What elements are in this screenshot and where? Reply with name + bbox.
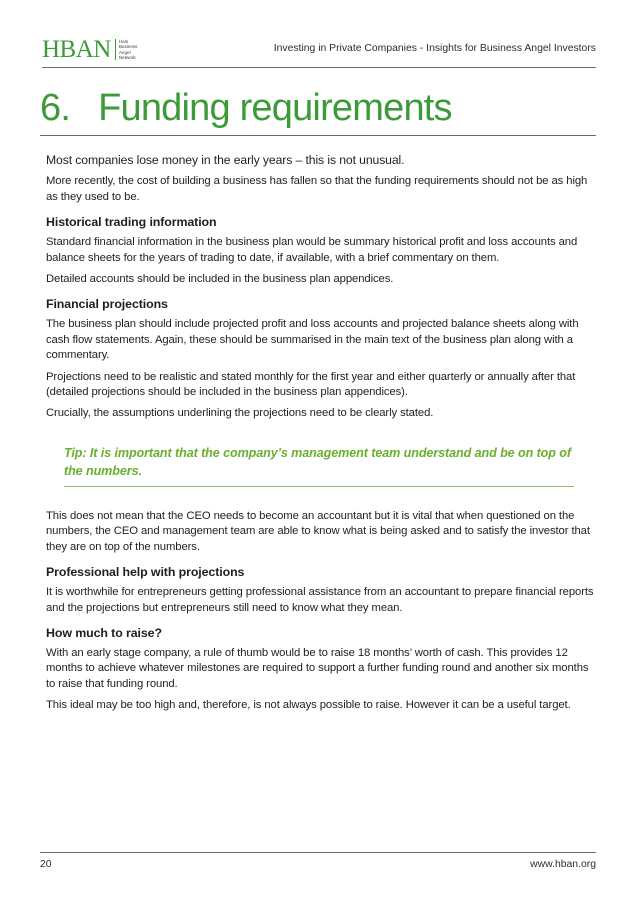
logo-tagline-line: Halo [118, 39, 129, 45]
professional-heading: Professional help with projections [46, 565, 245, 580]
after-tip-paragraph: This does not mean that the CEO needs to become an accountant but it is vital that when questioned on the numbers, the CEO and management team are able to know what is being asked and to satisfy the investor that they are on top of the numbers. [46, 509, 590, 553]
logo-wordmark: HBAN [42, 36, 111, 63]
logo-tagline [115, 39, 138, 60]
logo-tagline-line: Network [118, 54, 136, 60]
intro-lead-paragraph: Most companies lose money in the early years – this is not unusual. [46, 153, 405, 167]
section-title-text: Funding requirements [98, 87, 452, 129]
running-header-title: Investing in Private Companies - Insights for Business Angel Investors [273, 43, 596, 54]
professional-paragraph: It is worthwhile for entrepreneurs getting professional assistance from an accountant to prepare financial reports and the projections but entrepreneurs still need to know what they mean. [46, 586, 594, 614]
logo-tagline-line: Business [118, 44, 138, 50]
tip-callout [64, 444, 574, 487]
page-header [42, 34, 596, 74]
page-number: 20 [40, 859, 52, 870]
projections-paragraph: The business plan should include projected profit and loss accounts and projected balance sheets along with cash flow statements. Again, these should be summarised in the main text of the business plan along with a commentary. [46, 318, 579, 362]
title-divider [40, 135, 596, 136]
body-content [46, 153, 598, 720]
historical-heading: Historical trading information [46, 215, 217, 230]
projections-heading: Financial projections [46, 297, 168, 312]
historical-paragraph: Standard financial information in the business plan would be summary historical profit and loss accounts and balance sheets for the years of trading to date, if available, with a brief commentary on them. [46, 236, 578, 264]
header-divider [42, 67, 596, 68]
hban-logo [42, 37, 137, 62]
projections-paragraph: Crucially, the assumptions underlining the projections need to be clearly stated. [46, 407, 434, 420]
intro-paragraph: More recently, the cost of building a business has fallen so that the funding requirements should not be as high as they used to be. [46, 175, 588, 203]
footer-divider [40, 852, 596, 853]
raise-heading: How much to raise? [46, 625, 162, 640]
raise-paragraph: This ideal may be too high and, therefore, is not always possible to raise. However it can be a useful target. [46, 699, 571, 712]
section-title [40, 86, 452, 130]
historical-paragraph: Detailed accounts should be included in the business plan appendices. [46, 273, 394, 286]
projections-paragraph: Projections need to be realistic and stated monthly for the first year and either quarterly or annually after that (detailed projections should be included in the business plan appendices). [46, 370, 576, 399]
logo-tagline-line: Angel [118, 49, 131, 55]
tip-text: Tip: It is important that the company’s management team understand and be on top of the numbers. [64, 445, 571, 478]
website-link[interactable]: www.hban.org [530, 859, 596, 870]
raise-paragraph: With an early stage company, a rule of thumb would be to raise 18 months’ worth of cash. This provides 12 months to achieve whatever milestones are required to support a further funding round and another six months to raise that funding round. [46, 646, 589, 690]
section-number: 6. [40, 87, 71, 129]
